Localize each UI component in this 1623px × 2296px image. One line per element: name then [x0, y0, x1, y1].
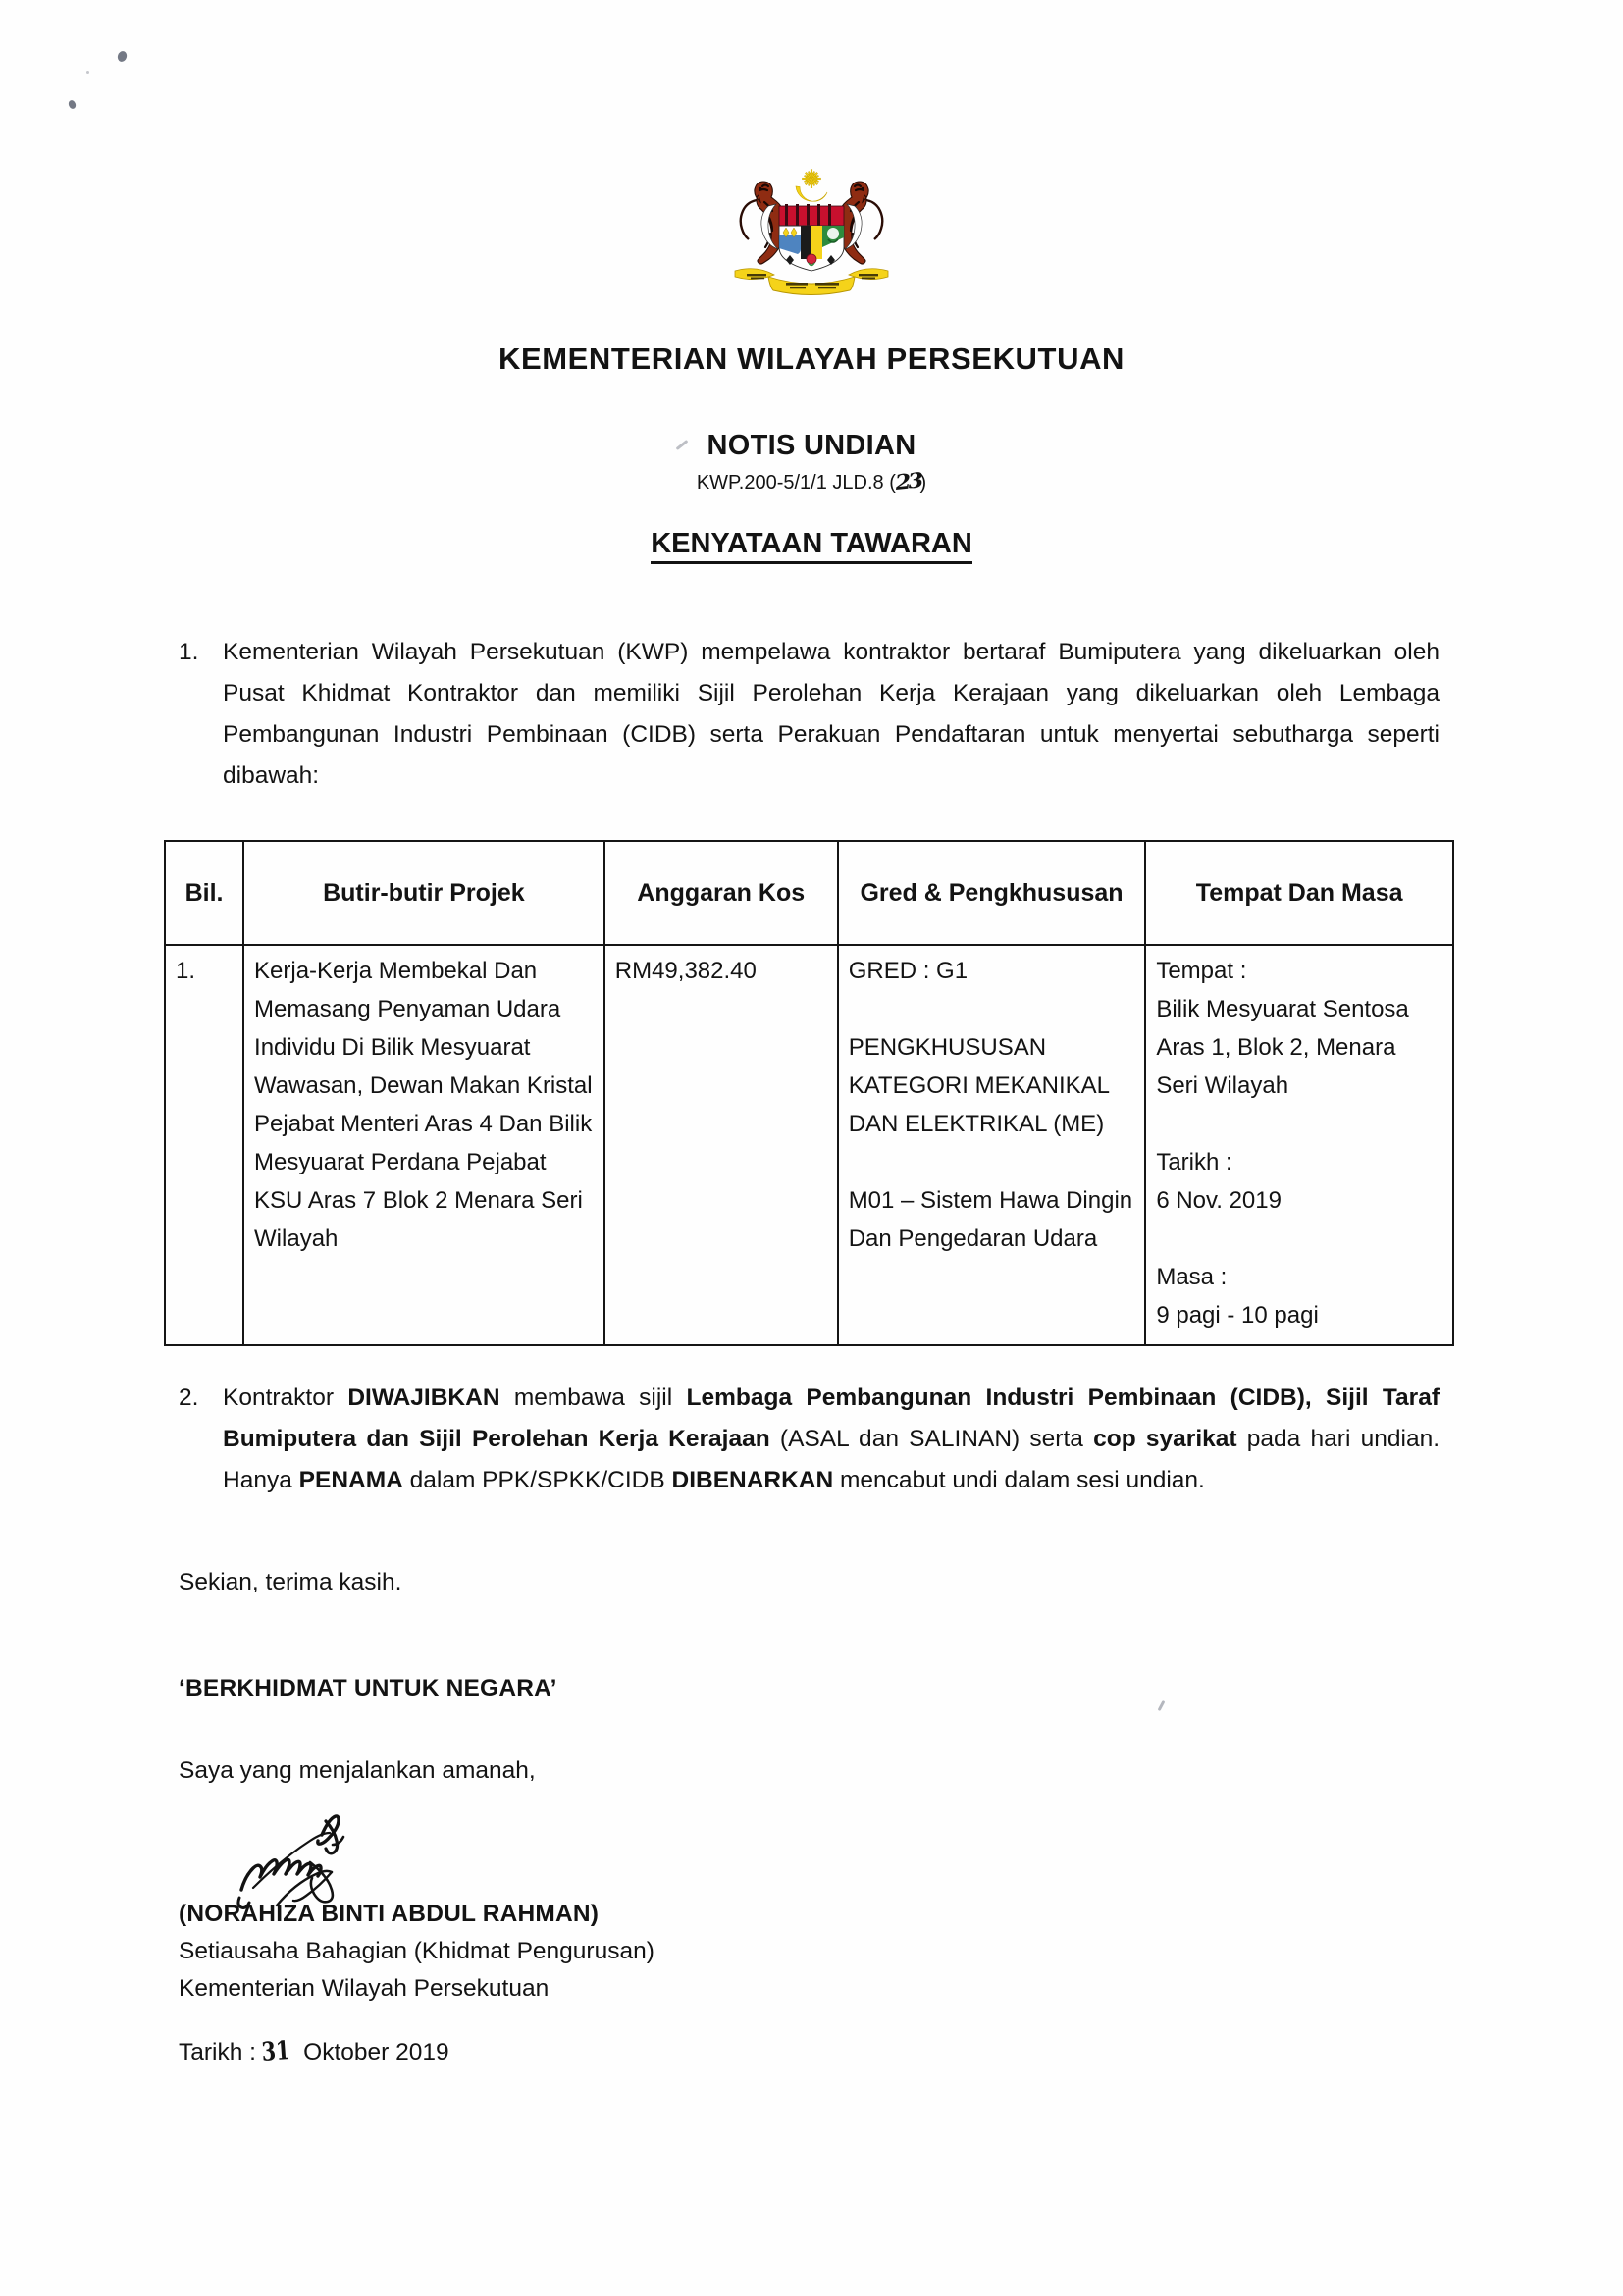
salutation-line: Saya yang menjalankan amanah,	[179, 1757, 536, 1784]
table-row	[165, 945, 1453, 1345]
cell-project-details	[243, 945, 604, 1345]
paragraph-2-text	[223, 1378, 1440, 1501]
table-header-row	[165, 841, 1453, 945]
offer-statement-title-text: KENYATAAN TAWARAN	[651, 528, 972, 564]
signatory-block	[179, 1896, 654, 2008]
paragraph-2-bold-segment: cop syarikat	[1093, 1426, 1237, 1452]
table-header-tempat: Tempat Dan Masa	[1145, 841, 1453, 945]
spacer	[1156, 1105, 1442, 1143]
tender-details-table	[164, 840, 1454, 1346]
venue-label: Tempat :	[1156, 958, 1247, 984]
table-header-butir: Butir-butir Projek	[243, 841, 604, 945]
paragraph-2-plain-segment: (ASAL dan SALINAN) serta	[769, 1426, 1094, 1452]
paragraph-2-bold-segment: DIWAJIBKAN	[347, 1384, 500, 1411]
cell-grade-specialization	[838, 945, 1146, 1345]
notice-title: NOTIS UNDIAN	[707, 430, 916, 461]
paragraph-2-plain-segment: dalam PPK/SPKK/CIDB	[402, 1467, 672, 1493]
reference-suffix: )	[919, 472, 927, 494]
reference-prefix: KWP.200-5/1/1 JLD.8 (	[696, 472, 896, 494]
spacer	[849, 1143, 1135, 1181]
paragraph-2-bold-segment: DIBENARKAN	[671, 1467, 834, 1493]
scan-speck	[1158, 1700, 1166, 1711]
cell-bil: 1.	[165, 945, 243, 1345]
jata-negara-icon	[717, 165, 906, 302]
paragraph-2-number: 2.	[179, 1384, 199, 1411]
spacer	[1156, 1220, 1442, 1258]
specialization-category: PENGKHUSUSAN KATEGORI MEKANIKAL DAN ELEKTRIKAL (ME)	[848, 1034, 1110, 1137]
signatory-name: (NORAHIZA BINTI ABDUL RAHMAN)	[179, 1901, 600, 1927]
coat-of-arms-emblem	[0, 165, 1623, 302]
scan-speck	[86, 71, 89, 74]
thanks-line: Sekian, terima kasih.	[179, 1569, 402, 1595]
paragraph-2-bold-segment: Lembaga Pembangunan Industri Pembinaan (CIDB), Sijil Taraf Bumiputera dan Sijil Perolehan Kerja Kerajaan	[223, 1384, 1440, 1452]
paragraph-2	[179, 1378, 1440, 1501]
document-date-handwritten-day: 31	[260, 2036, 291, 2067]
paragraph-1	[179, 632, 1440, 797]
table-header-gred: Gred & Pengkhususan	[838, 841, 1146, 945]
cell-venue-time	[1145, 945, 1453, 1345]
scan-speck	[117, 50, 129, 63]
project-details-text: Kerja-Kerja Membekal Dan Memasang Penyaman Udara Individu Di Bilik Mesyuarat Wawasan, Dewan Makan Kristal Pejabat Menteri Aras 4 Dan Bilik Mesyuarat Perdana Pejabat KSU Aras 7 Blok 2 Menara Seri Wilayah	[254, 958, 593, 1252]
paragraph-2-plain-segment: Kontraktor	[223, 1384, 348, 1411]
grade-label: GRED : G1	[848, 958, 969, 984]
table-header-bil: Bil.	[165, 841, 243, 945]
document-date-month-year: Oktober 2019	[303, 2039, 449, 2065]
venue-value: Bilik Mesyuarat Sentosa Aras 1, Blok 2, Menara Seri Wilayah	[1156, 996, 1409, 1099]
paragraph-2-bold-segment: PENAMA	[298, 1467, 403, 1493]
paragraph-2-plain-segment: membawa sijil	[499, 1384, 687, 1411]
paragraph-2-plain-segment: mencabut undi dalam sesi undian.	[833, 1467, 1205, 1493]
date-value: 6 Nov. 2019	[1156, 1187, 1282, 1214]
reference-handwritten-number: 23	[894, 468, 922, 496]
organization-title: KEMENTERIAN WILAYAH PERSEKUTUAN	[497, 341, 1126, 376]
signatory-title: Setiausaha Bahagian (Khidmat Pengurusan)	[179, 1938, 654, 1964]
table-header-kos: Anggaran Kos	[604, 841, 838, 945]
paragraph-2-plain-segment: pada hari undian. Hanya	[223, 1426, 1440, 1493]
reference-number	[0, 469, 1623, 495]
motto-line: ‘BERKHIDMAT UNTUK NEGARA’	[179, 1675, 557, 1701]
date-label: Tarikh :	[1156, 1149, 1232, 1175]
document-date-label: Tarikh :	[179, 2039, 256, 2065]
paragraph-1-number: 1.	[179, 639, 199, 665]
time-value: 9 pagi - 10 pagi	[1156, 1302, 1319, 1329]
document-date-line	[179, 2037, 449, 2066]
specialization-code: M01 – Sistem Hawa Dingin Dan Pengedaran Udara	[848, 1187, 1133, 1252]
offer-statement-title	[0, 528, 1623, 560]
cell-estimated-cost: RM49,382.40	[604, 945, 838, 1345]
time-label: Masa :	[1156, 1264, 1228, 1290]
paragraph-1-text: Kementerian Wilayah Persekutuan (KWP) mempelawa kontraktor bertaraf Bumiputera yang dikeluarkan oleh Pusat Khidmat Kontraktor dan memiliki Sijil Perolehan Kerja Kerajaan yang dikeluarkan oleh Lembaga Pembangunan Industri Pembinaan (CIDB) serta Perakuan Pendaftaran untuk menyertai sebutharga seperti dibawah:	[223, 639, 1440, 789]
signatory-organization: Kementerian Wilayah Persekutuan	[179, 1975, 550, 2002]
spacer	[849, 990, 1135, 1028]
scan-speck	[68, 99, 78, 110]
